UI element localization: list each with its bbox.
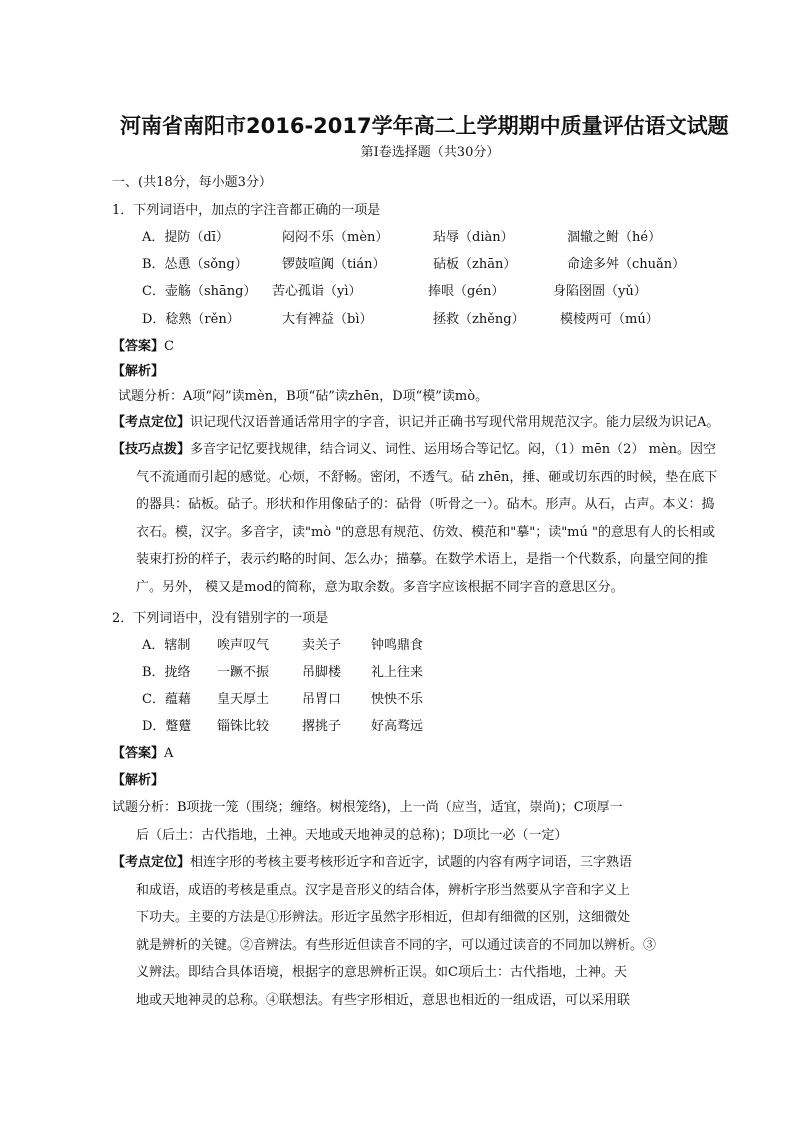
q1-jiqiao — [112, 436, 717, 601]
jiqiao-line: 广。另外， 模又是mod的简称，意为取余数。多音字应该根据不同字音的意思区分。 — [136, 579, 624, 595]
q1-option-a-4: 涸辙之鲋（hé） — [567, 230, 662, 245]
q2-analysis — [112, 794, 623, 849]
q1-option-d-2: 大有裨益（bì） — [282, 312, 373, 327]
q2-option-c-2: 皇天厚土 — [217, 692, 270, 707]
jiqiao-line: 衣石。模，汉字。多音字，读"mò "的意思有规范、仿效、模范和"摹"；读"mú "的意思有人的长相或 — [136, 524, 715, 540]
q1-option-a-3: 玷辱（diàn） — [433, 230, 514, 245]
q1-option-b-4: 命途多舛（chuǎn） — [567, 257, 686, 272]
q2-option-a-3: 卖关子 — [302, 638, 342, 653]
kaodian-line: 就是辨析的关键。②音辨法。有些形近但读音不同的字，可以通过读音的不同加以辨析。③ — [136, 937, 657, 953]
q1-answer — [112, 338, 174, 356]
q2-option-b-4: 礼上往来 — [371, 665, 424, 680]
jiqiao-line: 装束打扮的样子，表示约略的时间、怎么办；描摹。在数学术语上，是指一个代数系，向量空间的推 — [136, 552, 709, 567]
jiqiao-line: 气不流通而引起的感觉。心烦，不舒畅。密闭，不透气。砧 zhēn，捶、砸或切东西的时候，垫在底下 — [136, 469, 718, 485]
kaodian-line: 相连字形的考核主要考核形近字和音近字，试题的内容有两字词语，三字熟语 — [190, 855, 633, 870]
q1-analysis-label: 【解析】 — [112, 364, 165, 379]
q2-option-b-1: B．拢络 — [142, 665, 191, 680]
kaodian-line: 义辨法。即结合具体语境，根据字的意思辨析正误。如C项后土：古代指地，土神。天 — [136, 965, 627, 980]
q1-option-b-1: B．怂恿（sǒng） — [142, 257, 248, 272]
q2-kaodian — [112, 849, 656, 1014]
answer-value: A — [164, 746, 174, 761]
q2-option-d-1: D．蹩躠 — [142, 719, 192, 734]
question-2-stem: 2．下列词语中，没有错别字的一项是 — [112, 611, 329, 626]
question-1-stem: 1．下列词语中，加点的字注音都正确的一项是 — [112, 203, 381, 218]
kaodian-text: 识记现代汉语普通话常用字的字音，识记并正确书写现代常用规范汉字。能力层级为识记A。 — [190, 415, 720, 430]
answer-label: 【答案】 — [112, 339, 165, 354]
analysis-line: 后（后土：古代指地，土神。天地或天地神灵的总称)；D项比一必（一定） — [136, 827, 568, 843]
q1-option-d-4: 模棱两可（mú） — [560, 312, 659, 327]
kaodian-line: 下功夫。主要的方法是①形辨法。形近字虽然字形相近，但却有细微的区别，这细微处 — [136, 910, 631, 925]
q2-option-a-4: 钟鸣鼎食 — [371, 638, 424, 653]
jiqiao-line: 多音字记忆要找规律，结合词义、词性、运用场合等记忆。闷，（1）mēn（2） mèn。因空 — [190, 442, 716, 457]
section-heading: 一、(共18分，每小题3分） — [112, 175, 272, 190]
q2-option-d-3: 撂挑子 — [302, 719, 342, 734]
q2-option-a-2: 唉声叹气 — [217, 638, 270, 653]
q1-option-b-3: 砧板（zhān） — [433, 257, 517, 272]
q1-option-d-1: D．稔熟（rěn） — [142, 312, 240, 327]
jiqiao-label: 【技巧点拨】 — [112, 442, 191, 457]
kaodian-line: 和成语，成语的考核是重点。汉字是音形义的结合体，辨析字形当然要从字音和字义上 — [136, 882, 631, 898]
section-subtitle: 第Ⅰ卷选择题（共30分） — [360, 145, 500, 160]
analysis-line: 试题分析：B项拢一笼（围绕；缠络。树根笼络)，上一尚（应当，适宜，崇尚)；C项厚一 — [112, 800, 623, 815]
q2-option-d-4: 好高骛远 — [371, 719, 424, 734]
q1-kaodian — [112, 414, 719, 432]
page-title: 河南省南阳市2016-2017学年高二上学期期中质量评估语文试题 — [120, 114, 729, 138]
q1-option-b-2: 锣鼓喧阗（tián） — [282, 257, 386, 272]
q1-option-c-1: C．壶觞（shāng） — [142, 284, 257, 299]
kaodian-label: 【考点定位】 — [112, 415, 191, 430]
q2-option-b-2: 一蹶不振 — [217, 665, 270, 680]
q1-option-a-1: A．提防（dī） — [142, 230, 229, 245]
q2-option-b-3: 吊脚楼 — [302, 665, 342, 680]
q2-answer — [112, 745, 173, 763]
q1-analysis-text: 试题分析：A项“闷”读mèn，B项“砧”读zhēn，D项“模”读mò。 — [118, 389, 489, 404]
q2-option-a-1: A．辖制 — [142, 638, 191, 653]
q2-option-c-1: C．蕴藉 — [142, 692, 191, 707]
q1-option-c-2: 苦心孤诣（yì） — [272, 284, 362, 299]
kaodian-line: 地或天地神灵的总称。④联想法。有些字形相近，意思也相近的一组成语，可以采用联 — [136, 992, 631, 1008]
answer-value: C — [164, 339, 174, 354]
q1-option-a-2: 闷闷不乐（mèn） — [282, 230, 389, 245]
q1-option-c-4: 身陷囹圄（yǔ） — [553, 284, 647, 299]
q2-option-d-2: 锱铢比较 — [217, 719, 270, 734]
answer-label: 【答案】 — [112, 746, 165, 761]
kaodian-label: 【考点定位】 — [112, 855, 191, 870]
q1-option-c-3: 捧哏（gén） — [428, 284, 505, 299]
q2-analysis-label: 【解析】 — [112, 773, 165, 788]
q2-option-c-3: 吊胃口 — [302, 692, 342, 707]
q1-option-d-3: 拯救（zhěng） — [433, 312, 525, 327]
q2-option-c-4: 怏怏不乐 — [371, 692, 424, 707]
jiqiao-line: 的器具：砧板。砧子。形状和作用像砧子的：砧骨（听骨之一）。砧木。形声。从石，占声。本义：捣 — [136, 497, 715, 512]
